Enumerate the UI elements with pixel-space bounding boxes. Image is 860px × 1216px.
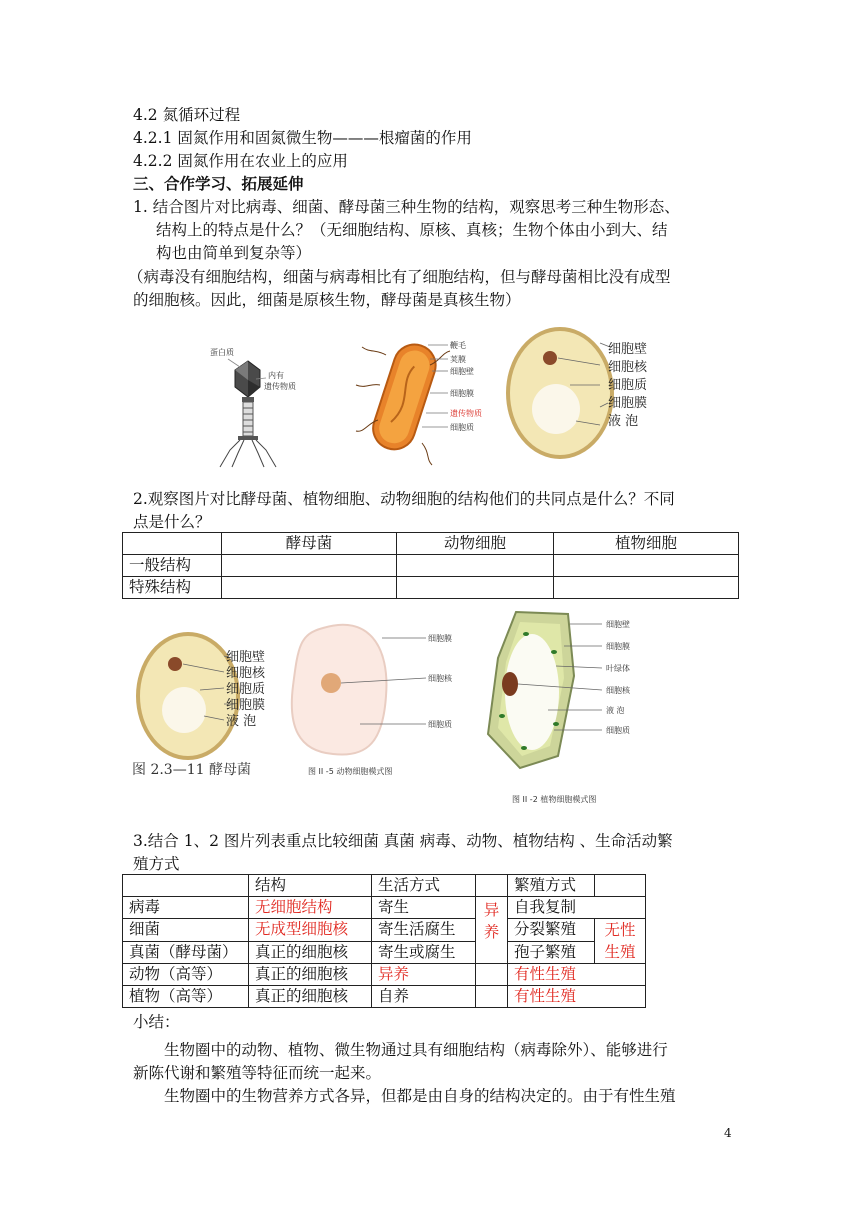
animal-label-nucleus: 细胞核 xyxy=(428,674,452,683)
summary-heading: 小结： xyxy=(133,1013,180,1031)
question-1-line-2: 结构上的特点是什么？（无细胞结构、原核、真核；生物个体由小到大、结 xyxy=(156,221,668,239)
figure-virus-bacteria-yeast xyxy=(190,325,670,470)
table2-structure: 真正的细胞核 xyxy=(249,964,372,986)
yeast1-label-3: 细胞膜 xyxy=(608,396,648,411)
virus-label-inner-a: 内有 xyxy=(268,371,284,380)
table2-structure: 无成型细胞核 xyxy=(249,919,372,942)
virus-label-inner-b: 遗传物质 xyxy=(264,382,296,391)
table2-header-2: 生活方式 xyxy=(372,875,476,897)
plant-caption: 图 II -2 植物细胞模式图 xyxy=(512,795,597,804)
comparison-table-2 xyxy=(122,874,646,1008)
table2-organism: 真菌（酵母菌） xyxy=(123,941,249,964)
table1-cell xyxy=(222,555,397,577)
bacterium-label-capsule: 荚膜 xyxy=(450,355,466,364)
yeast-illustration-2 xyxy=(132,634,266,778)
section-4-2-2: 4.2.2 固氮作用在农业上的应用 xyxy=(133,152,348,170)
table1-header-3: 植物细胞 xyxy=(554,533,739,555)
heading-part-3: 三、合作学习、拓展延伸 xyxy=(133,174,304,193)
table-row xyxy=(123,964,646,986)
table1-header-2: 动物细胞 xyxy=(397,533,554,555)
yeast1-label-2: 细胞质 xyxy=(608,378,648,393)
table2-header-0 xyxy=(123,875,249,897)
yeast-illustration-1 xyxy=(508,329,648,457)
question-2-line-1: 2.观察图片对比酵母菌、植物细胞、动物细胞的结构他们的共同点是什么？不同 xyxy=(133,490,675,508)
table1-cell xyxy=(397,577,554,599)
table2-organism: 动物（高等） xyxy=(123,964,249,986)
plant-label-1: 细胞膜 xyxy=(606,642,630,651)
yeast1-label-0: 细胞壁 xyxy=(608,342,648,357)
yeast2-label-1: 细胞核 xyxy=(226,666,266,681)
comparison-table-1 xyxy=(122,532,739,599)
section-4-2: 4.2 氮循环过程 xyxy=(133,106,241,124)
table1-header-1: 酵母菌 xyxy=(222,533,397,555)
table2-structure: 真正的细胞核 xyxy=(249,941,372,964)
table-row xyxy=(123,919,646,942)
plant-label-0: 细胞壁 xyxy=(606,620,630,629)
table2-reproduction: 自我复制 xyxy=(508,897,646,919)
bacterium-illustration xyxy=(356,339,482,465)
table2-lifestyle: 寄生或腐生 xyxy=(372,941,476,964)
virus-illustration xyxy=(210,347,296,467)
plant-label-4: 液 泡 xyxy=(606,706,625,715)
bacterium-label-membrane: 细胞膜 xyxy=(450,389,474,398)
yeast1-label-1: 细胞核 xyxy=(608,360,648,375)
animal-label-membrane: 细胞膜 xyxy=(428,634,452,643)
table1-row-label: 一般结构 xyxy=(123,555,222,577)
bacterium-label-wall: 细胞壁 xyxy=(450,367,474,376)
yeast2-label-4: 液 泡 xyxy=(226,714,257,729)
table2-structure: 真正的细胞核 xyxy=(249,986,372,1008)
table-row xyxy=(123,533,739,555)
answer-1-line-2: 的细胞核。因此，细菌是原核生物，酵母菌是真核生物） xyxy=(133,291,521,309)
table-row xyxy=(123,875,646,897)
question-3-line-2: 殖方式 xyxy=(133,855,180,873)
table1-cell xyxy=(554,577,739,599)
question-1-line-3: 构也由简单到复杂等） xyxy=(156,244,312,262)
plant-label-5: 细胞质 xyxy=(606,726,630,735)
table2-header-5 xyxy=(595,875,646,897)
yeast2-label-0: 细胞壁 xyxy=(226,650,266,665)
table2-header-3 xyxy=(476,875,508,897)
table2-merged-heterotroph: 异养 xyxy=(476,897,508,964)
table2-organism: 植物（高等） xyxy=(123,986,249,1008)
table2-empty xyxy=(476,986,508,1008)
virus-label-protein: 蛋白质 xyxy=(210,348,234,357)
bacterium-label-genetic: 遗传物质 xyxy=(450,409,482,418)
table-row xyxy=(123,941,646,964)
table1-cell xyxy=(554,555,739,577)
answer-1-line-1: （病毒没有细胞结构，细菌与病毒相比有了细胞结构，但与酵母菌相比没有成型 xyxy=(128,268,671,286)
table2-organism: 病毒 xyxy=(123,897,249,919)
table2-structure: 无细胞结构 xyxy=(249,897,372,919)
table2-reproduction: 有性生殖 xyxy=(508,964,646,986)
plant-label-2: 叶绿体 xyxy=(606,664,630,673)
table2-header-4: 繁殖方式 xyxy=(508,875,595,897)
yeast1-label-4: 液 泡 xyxy=(608,414,639,429)
table-row xyxy=(123,555,739,577)
table1-row-label: 特殊结构 xyxy=(123,577,222,599)
table2-lifestyle: 异养 xyxy=(372,964,476,986)
plant-label-3: 细胞核 xyxy=(606,686,630,695)
table1-cell xyxy=(222,577,397,599)
bacterium-label-flagella: 鞭毛 xyxy=(450,341,466,350)
animal-cell-illustration xyxy=(292,625,453,776)
summary-para-2-line-1: 生物圈中的生物营养方式各异，但都是由自身的结构决定的。由于有性生殖 xyxy=(164,1087,676,1105)
animal-caption: 图 II -5 动物细胞模式图 xyxy=(308,767,393,776)
table2-header-1: 结构 xyxy=(249,875,372,897)
summary-para-1-line-2: 新陈代谢和繁殖等特征而统一起来。 xyxy=(133,1064,382,1082)
table2-organism: 细菌 xyxy=(123,919,249,942)
question-1-line-1: 1. 结合图片对比病毒、细菌、酵母菌三种生物的结构，观察思考三种生物形态、 xyxy=(133,198,680,216)
yeast2-label-2: 细胞质 xyxy=(226,682,266,697)
table2-lifestyle: 寄生活腐生 xyxy=(372,919,476,942)
table-row xyxy=(123,897,646,919)
yeast-caption: 图 2.3—11 酵母菌 xyxy=(132,762,251,778)
table2-reproduction: 分裂繁殖 xyxy=(508,919,595,942)
table1-header-0 xyxy=(123,533,222,555)
table1-cell xyxy=(397,555,554,577)
table2-merged-asexual: 无性生殖 xyxy=(595,919,646,964)
bacterium-label-cytoplasm: 细胞质 xyxy=(450,423,474,432)
table-row xyxy=(123,577,739,599)
section-4-2-1: 4.2.1 固氮作用和固氮微生物———根瘤菌的作用 xyxy=(133,129,472,147)
question-3-line-1: 3.结合 1、2 图片列表重点比较细菌 真菌 病毒、动物、植物结构 、生命活动繁 xyxy=(133,832,673,850)
summary-para-1-line-1: 生物圈中的动物、植物、微生物通过具有细胞结构（病毒除外）、能够进行 xyxy=(164,1041,668,1059)
table2-lifestyle: 寄生 xyxy=(372,897,476,919)
yeast2-label-3: 细胞膜 xyxy=(226,698,266,713)
table2-empty xyxy=(476,964,508,986)
plant-cell-illustration xyxy=(488,612,631,804)
table-row xyxy=(123,986,646,1008)
table2-reproduction: 有性生殖 xyxy=(508,986,646,1008)
figure-yeast-animal-plant xyxy=(128,606,728,811)
table2-reproduction: 孢子繁殖 xyxy=(508,941,595,964)
question-2-line-2: 点是什么？ xyxy=(133,513,211,531)
animal-label-cytoplasm: 细胞质 xyxy=(428,720,452,729)
table2-lifestyle: 自养 xyxy=(372,986,476,1008)
page-number: 4 xyxy=(724,1126,732,1140)
